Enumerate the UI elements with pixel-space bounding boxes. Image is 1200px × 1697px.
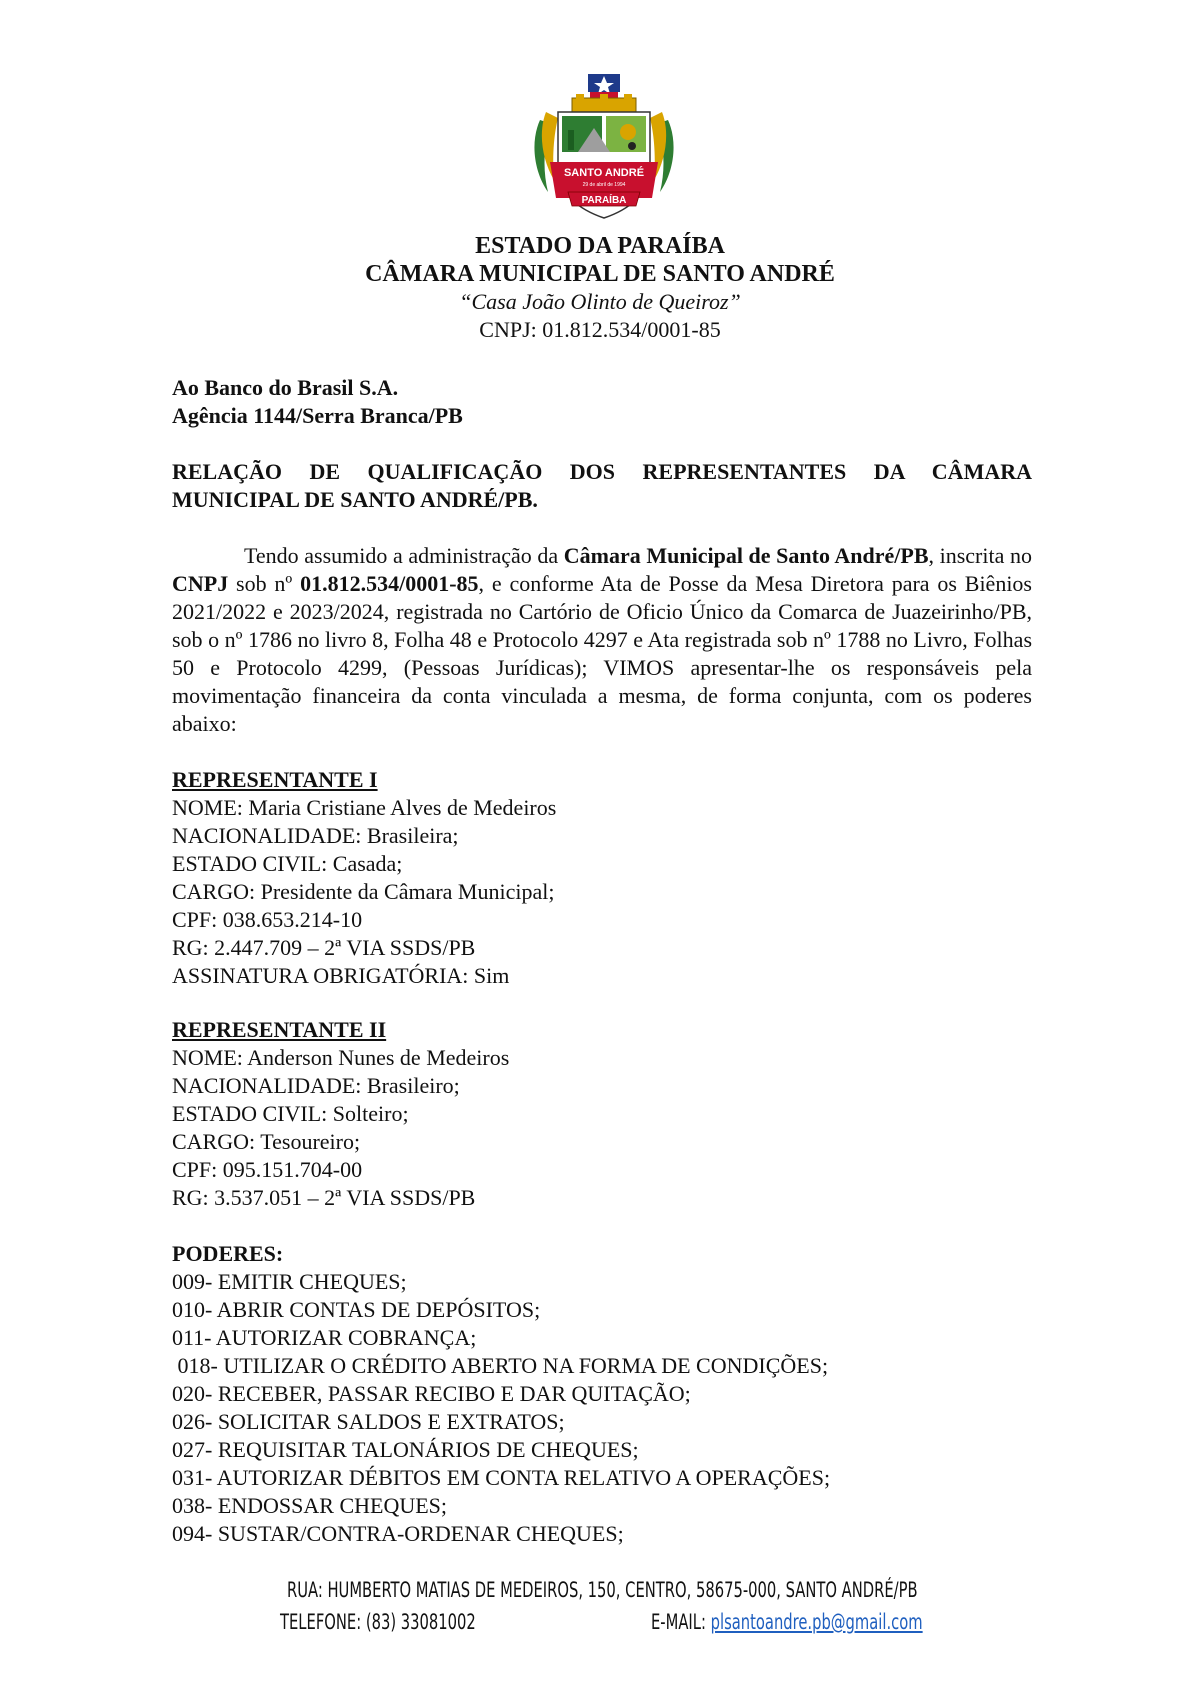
power-item: 027- REQUISITAR TALONÁRIOS DE CHEQUES; (172, 1437, 639, 1462)
footer-email (651, 1610, 923, 1634)
representative-2 (172, 1016, 1032, 1212)
powers-title: PODERES: (172, 1241, 284, 1266)
power-item: 009- EMITIR CHEQUES; (172, 1269, 407, 1294)
crest-band-date: 29 de abril de 1994 (582, 182, 626, 188)
body-text-2: , inscrita no (928, 543, 1032, 568)
addressee-bank: Ao Banco do Brasil S.A. (172, 375, 399, 400)
chamber-name: CÂMARA MUNICIPAL DE SANTO ANDRÉ (365, 261, 835, 287)
footer-phone: TELEFONE: (83) 33081002 (280, 1610, 476, 1634)
rep1-nationality: NACIONALIDADE: Brasileira; (172, 823, 459, 848)
rep1-rg: RG: 2.447.709 – 2ª VIA SSDS/PB (172, 935, 476, 960)
rep2-nationality: NACIONALIDADE: Brasileiro; (172, 1073, 460, 1098)
footer-address: RUA: HUMBERTO MATIAS DE MEDEIROS, 150, CENTRO, 58675-000, SANTO ANDRÉ/PB (287, 1578, 918, 1602)
rep1-role: CARGO: Presidente da Câmara Municipal; (172, 879, 555, 904)
rep1-cpf: CPF: 038.653.214-10 (172, 907, 363, 932)
crest-band-bottom: PARAÍBA (581, 195, 627, 206)
powers-list (172, 1240, 1032, 1548)
letterhead (0, 232, 1200, 344)
rep2-rg: RG: 3.537.051 – 2ª VIA SSDS/PB (172, 1185, 476, 1210)
header-cnpj: CNPJ: 01.812.534/0001-85 (479, 317, 721, 342)
rep2-title: REPRESENTANTE II (172, 1017, 387, 1042)
addressee-block (172, 374, 1032, 430)
state-name: ESTADO DA PARAÍBA (475, 233, 725, 259)
footer-email-label: E-MAIL: (651, 1610, 711, 1634)
rep2-cpf: CPF: 095.151.704-00 (172, 1157, 363, 1182)
body-cnpj-number: 01.812.534/0001-85 (300, 571, 479, 596)
crest-band-top: SANTO ANDRÉ (563, 167, 645, 179)
power-item: 011- AUTORIZAR COBRANÇA; (172, 1325, 477, 1350)
rep2-name: NOME: Anderson Nunes de Medeiros (172, 1045, 510, 1070)
rep2-civil-status: ESTADO CIVIL: Solteiro; (172, 1101, 409, 1126)
rep1-civil-status: ESTADO CIVIL: Casada; (172, 851, 403, 876)
power-item: 031- AUTORIZAR DÉBITOS EM CONTA RELATIVO A OPERAÇÕES; (172, 1465, 831, 1490)
rep1-signature: ASSINATURA OBRIGATÓRIA: Sim (172, 963, 510, 988)
body-chamber-name: Câmara Municipal de Santo André/PB (563, 543, 929, 568)
power-item: 038- ENDOSSAR CHEQUES; (172, 1493, 448, 1518)
letter-subject: RELAÇÃO DE QUALIFICAÇÃO DOS REPRESENTANTES DA CÂMARA MUNICIPAL DE SANTO ANDRÉ/PB. (172, 459, 1032, 512)
email-link[interactable]: plsantoandre.pb@gmail.com (710, 1610, 923, 1634)
power-item: 026- SOLICITAR SALDOS E EXTRATOS; (172, 1409, 565, 1434)
power-item: 020- RECEBER, PASSAR RECIBO E DAR QUITAÇÃO; (172, 1381, 691, 1406)
representative-1 (172, 766, 1032, 990)
letter-body (172, 542, 1032, 738)
power-item: 094- SUSTAR/CONTRA-ORDENAR CHEQUES; (172, 1521, 624, 1546)
municipal-coat-of-arms (528, 72, 680, 232)
body-text-3: sob nº (228, 571, 301, 596)
body-text-1: Tendo assumido a administração da (244, 543, 564, 568)
addressee-branch: Agência 1144/Serra Branca/PB (172, 403, 463, 428)
body-cnpj-label: CNPJ (172, 571, 229, 596)
power-item: 010- ABRIR CONTAS DE DEPÓSITOS; (172, 1297, 541, 1322)
power-item: 018- UTILIZAR O CRÉDITO ABERTO NA FORMA DE CONDIÇÕES; (172, 1353, 829, 1378)
body-text-4: , e conforme Ata de Posse da Mesa Diretora para os Biênios 2021/2022 e 2023/2024, registrada no Cartório de Oficio Único da Comarca de Juazeirinho/PB, sob o nº 1786 no livro 8, Folha 48 e Protocolo 4297 e Ata registrada sob nº 1788 no Livro, Folhas 50 e Protocolo 4299, (Pessoas Jurídicas); VIMOS apresentar-lhe os responsáveis pela movimentação financeira da conta vinculada a mesma, de forma conjunta, com os poderes abaixo: (172, 571, 1032, 736)
house-name: “Casa João Olinto de Queiroz” (459, 289, 741, 314)
rep2-role: CARGO: Tesoureiro; (172, 1129, 361, 1154)
rep1-name: NOME: Maria Cristiane Alves de Medeiros (172, 795, 557, 820)
rep1-title: REPRESENTANTE I (172, 767, 378, 792)
